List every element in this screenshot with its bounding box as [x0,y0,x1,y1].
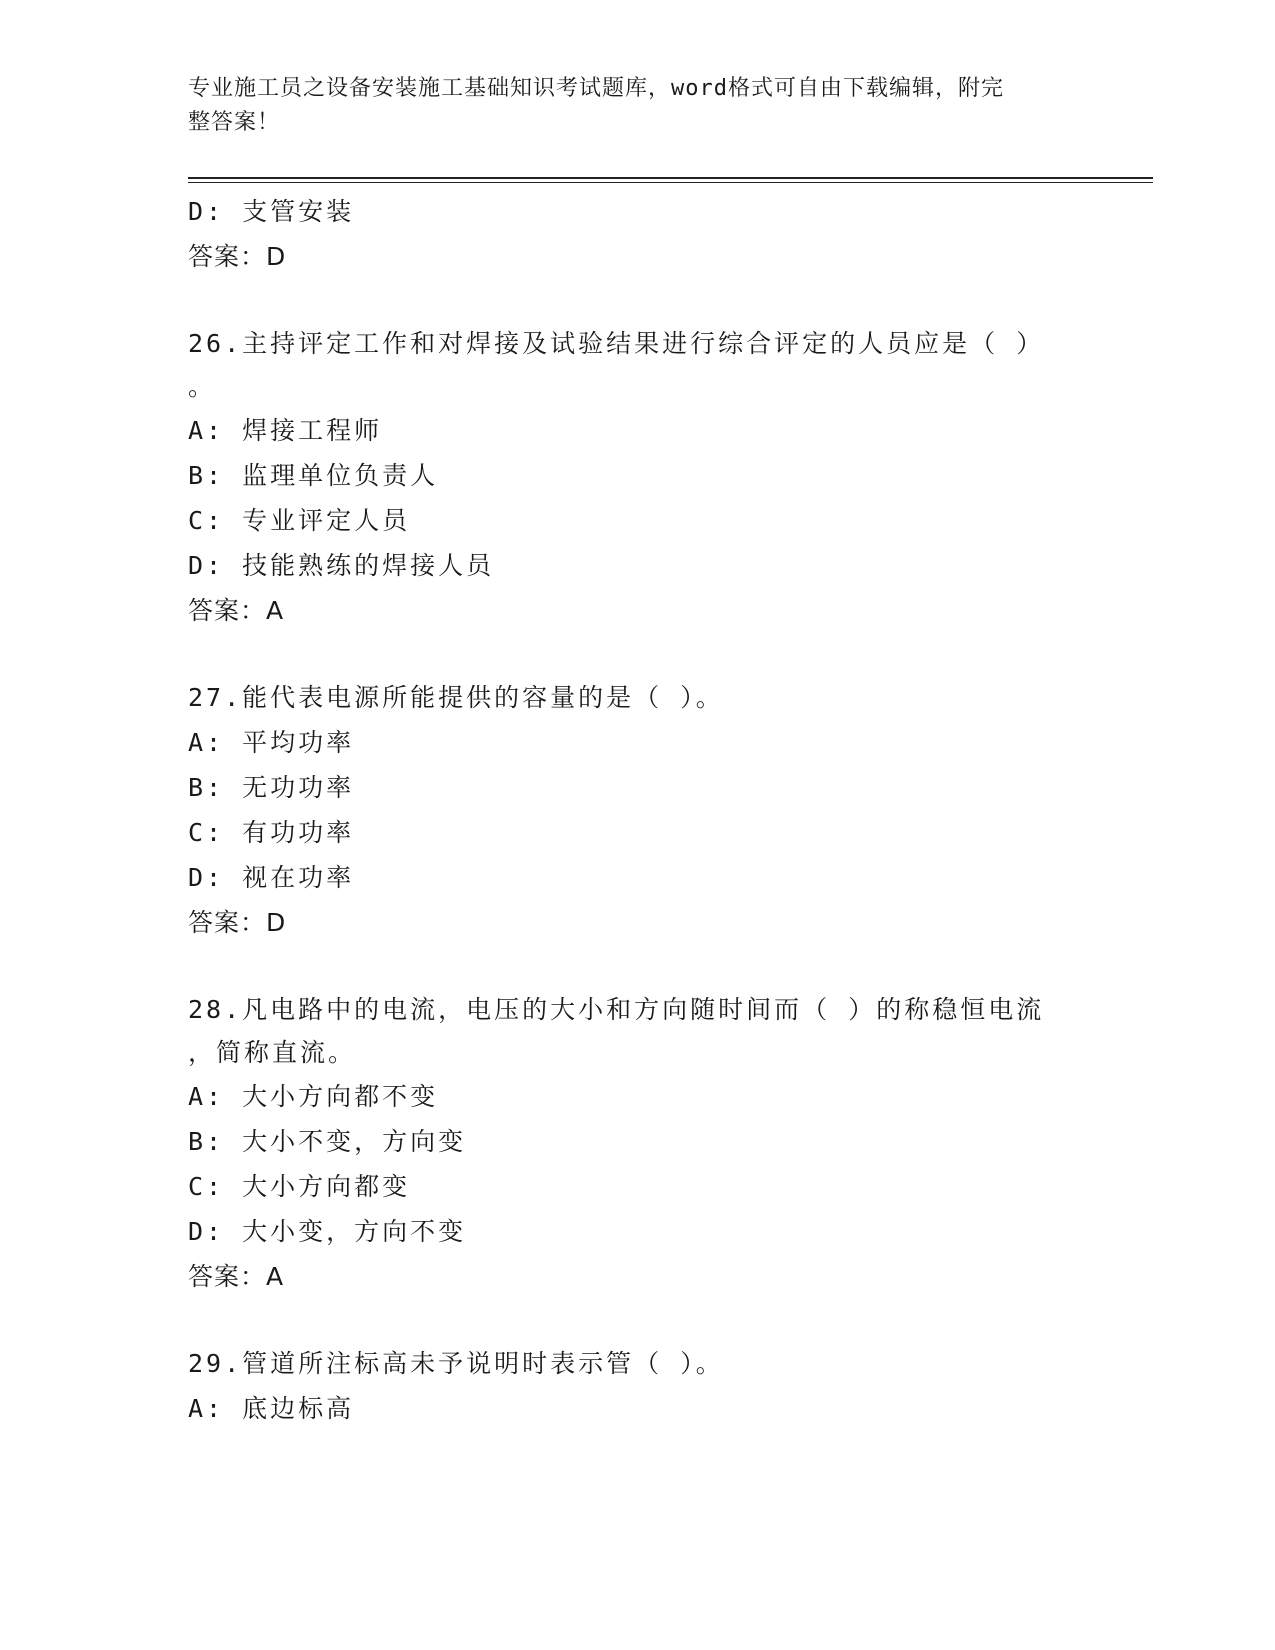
option-b: B: 大小不变，方向变 [188,1127,467,1156]
question-28 [188,987,1088,1299]
question-stem: 28.凡电路中的电流，电压的大小和方向随时间而（ ）的称稳恒电流 [188,995,1045,1024]
question-list [188,189,1088,1431]
option-d: D: 技能熟练的焊接人员 [188,551,495,580]
option-b: B: 监理单位负责人 [188,461,439,490]
option-a: A: 平均功率 [188,728,355,757]
answer: 答案：A [188,596,285,625]
question-stem: 27.能代表电源所能提供的容量的是（ ）。 [188,683,724,712]
spacer [188,279,1088,321]
option-a: A: 大小方向都不变 [188,1082,439,1111]
question-stem: 29.管道所注标高未予说明时表示管（ ）。 [188,1349,724,1378]
question-27 [188,675,1088,945]
option-c: C: 有功功率 [188,818,355,847]
option-d: D: 大小变，方向不变 [188,1217,467,1246]
question-29 [188,1341,1088,1431]
question-26 [188,321,1088,633]
header-rule-thick [188,177,1153,179]
answer: 答案：D [188,908,287,937]
question-stem-continued: 。 [188,372,217,401]
option-a: A: 焊接工程师 [188,416,383,445]
header-line-1: 专业施工员之设备安装施工基础知识考试题库，word格式可自由下载编辑，附完 [188,76,1004,101]
option-d: D: 视在功率 [188,863,355,892]
spacer [188,633,1088,675]
option-c: C: 大小方向都变 [188,1172,411,1201]
header-line-2: 整答案！ [188,110,281,135]
option-c: C: 专业评定人员 [188,506,411,535]
spacer [188,945,1088,987]
option-a: A: 底边标高 [188,1394,355,1423]
prev-answer: 答案：D [188,242,287,271]
answer: 答案：A [188,1262,285,1291]
option-b: B: 无功功率 [188,773,355,802]
question-stem-continued: ，简称直流。 [188,1038,357,1067]
header-rule-thin [188,182,1153,183]
prev-option-d: D: 支管安装 [188,197,355,226]
spacer [188,1299,1088,1341]
question-stem: 26.主持评定工作和对焊接及试验结果进行综合评定的人员应是（ ） [188,329,1045,358]
document-header [188,72,1068,140]
